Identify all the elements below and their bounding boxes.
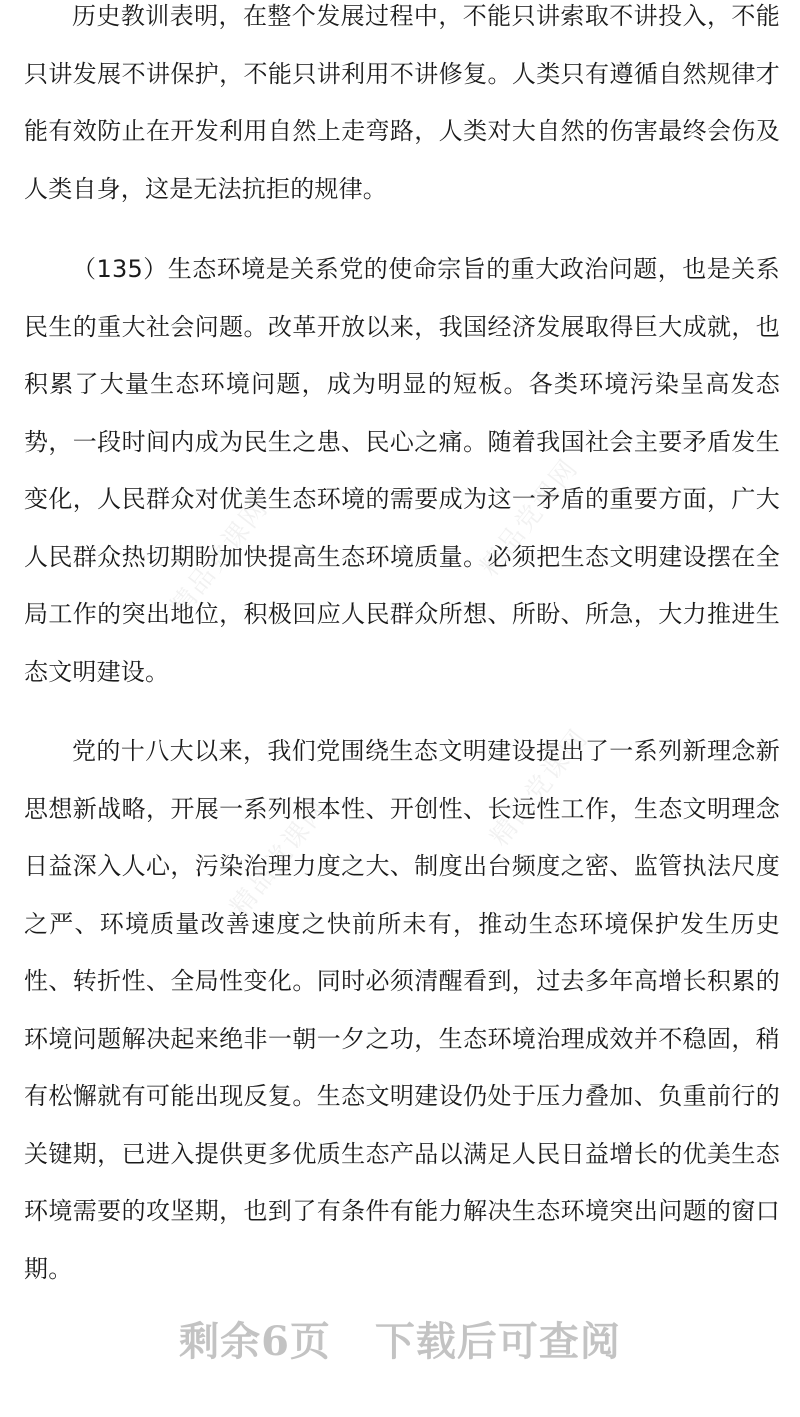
paragraph-135: （135）生态环境是关系党的使命宗旨的重大政治问题，也是关系民生的重大社会问题。改革开放以来，我国经济发展取得巨大成就，也积累了大量生态环境问题，成为明显的短板。各类环境污染呈高发态势，一段时间内成为民生之患、民心之痛。随着我国社会主要矛盾发生变化，人民群众对优美生态环境的需要成为这一矛盾的重要方面，广大人民群众热切期盼加快提高生态环境质量。必须把生态文明建设摆在全局工作的突出地位，积极回应人民群众所想、所盼、所急，大力推进生态文明建设。: [24, 255, 780, 686]
remaining-pages-banner[interactable]: [0, 1310, 800, 1367]
paragraph-eighteenth-congress: 党的十八大以来，我们党围绕生态文明建设提出了一系列新理念新思想新战略，开展一系列根本性、开创性、长远性工作，生态文明理念日益深入人心，污染治理力度之大、制度出台频度之密、监管执法尺度之严、环境质量改善速度之快前所未有，推动生态环境保护发生历史性、转折性、全局性变化。同时必须清醒看到，过去多年高增长积累的环境问题解决起来绝非一朝一夕之功，生态环境治理成效并不稳固，稍有松懈就有可能出现反复。生态文明建设仍处于压力叠加、负重前行的关键期，已进入提供更多优质生态产品以满足人民日益增长的优美生态环境需要的攻坚期，也到了有条件有能力解决生态环境突出问题的窗口期。: [24, 737, 780, 1283]
watermark-text: 精品党课网: [224, 793, 335, 923]
paragraph-lesson: 历史教训表明，在整个发展过程中，不能只讲索取不讲投入，不能只讲发展不讲保护，不能只讲利用不讲修复。人类只有遵循自然规律才能有效防止在开发利用自然上走弯路，人类对大自然的伤害最终会伤及人类自身，这是无法抗拒的规律。: [24, 2, 780, 203]
download-prompt-label: 下载后可查阅: [374, 1318, 621, 1365]
watermark-text: 精品党课网: [164, 493, 275, 623]
watermark-text: 精品党课网: [474, 453, 585, 583]
remaining-pages-label: 剩余6页: [179, 1318, 331, 1365]
watermark-text: 精品党课网: [484, 723, 595, 853]
